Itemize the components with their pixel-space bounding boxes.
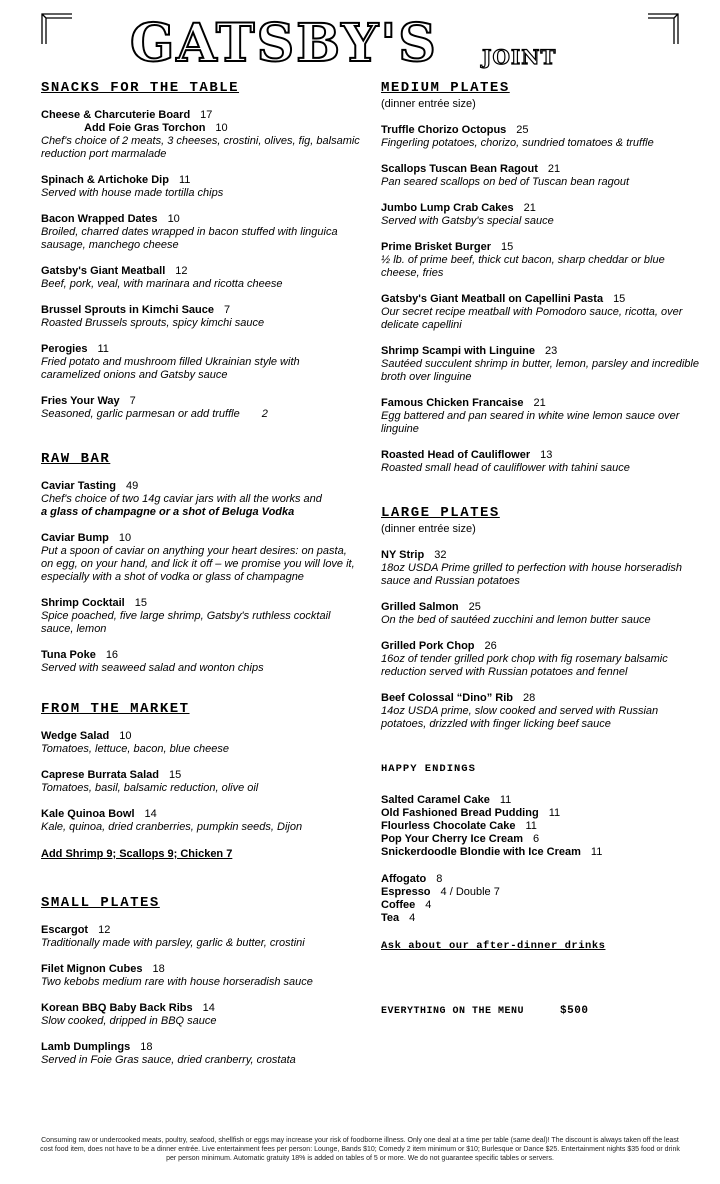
menu-item-header (41, 769, 361, 782)
menu-item-description (41, 356, 361, 382)
menu-item-price: 13 (540, 449, 553, 461)
menu-item-description (41, 278, 361, 291)
menu-item-header (381, 601, 701, 614)
menu-item (381, 124, 701, 150)
menu-item (41, 213, 361, 252)
drink-item (381, 899, 701, 912)
menu-item-header (381, 163, 701, 176)
menu-item-description (41, 1015, 361, 1028)
description-text: Two kebobs medium rare with house horseradish sauce (41, 976, 313, 988)
menu-item-description (381, 614, 701, 627)
menu-section (41, 451, 361, 675)
menu-item-description (381, 462, 701, 475)
menu-item-header (41, 730, 361, 743)
drink-item (381, 886, 701, 899)
menu-item-name: Beef Colossal “Dino” Rib (381, 692, 514, 704)
menu-item-description (41, 821, 361, 834)
menu-section (41, 895, 361, 1067)
everything-on-menu-line (381, 1005, 701, 1018)
menu-item (381, 202, 701, 228)
menu-item (381, 449, 701, 475)
menu-item-header (41, 395, 361, 408)
menu-item (41, 480, 361, 519)
menu-item-price: 32 (434, 549, 447, 561)
menu-item-header (41, 963, 361, 976)
happy-endings-section (381, 761, 701, 1018)
description-text: Seasoned, garlic parmesan or add truffle (41, 408, 240, 420)
section-heading: FROM THE MARKET (41, 701, 190, 717)
menu-item-header (41, 1002, 361, 1015)
section-heading: LARGE PLATES (381, 505, 500, 521)
menu-item-header (41, 597, 361, 610)
drink-price: 8 (436, 873, 443, 885)
menu-item-price: 21 (523, 202, 536, 214)
menu-item-price: 25 (516, 124, 529, 136)
after-dinner-drinks-note: Ask about our after-dinner drinks (381, 940, 606, 952)
menu-item-description (381, 705, 701, 731)
menu-item (41, 649, 361, 675)
menu-section (381, 80, 701, 475)
menu-item (41, 109, 361, 161)
menu-item-name: Caviar Tasting (41, 480, 116, 492)
menu-item-name: Shrimp Cocktail (41, 597, 125, 609)
menu-item-price: 15 (613, 293, 626, 305)
menu-item-price: 12 (98, 924, 111, 936)
art-deco-corner-right-icon (648, 12, 680, 44)
description-text: Served with house made tortilla chips (41, 187, 224, 199)
menu-item-name: Jumbo Lump Crab Cakes (381, 202, 514, 214)
menu-item-price: 15 (134, 597, 147, 609)
dessert-item (381, 846, 701, 859)
menu-item-header (381, 449, 701, 462)
drink-name: Affogato (381, 873, 427, 885)
logo-sub-text: JOINT (482, 45, 557, 69)
description-price: 2 (261, 408, 268, 420)
drink-list (381, 873, 701, 925)
menu-item-price: 10 (167, 213, 180, 225)
menu-item-price: 10 (118, 532, 132, 544)
menu-item-header (381, 202, 701, 215)
menu-item-description (41, 226, 361, 252)
dessert-item (381, 820, 701, 833)
restaurant-logo (130, 14, 590, 74)
menu-item-price: 21 (533, 397, 546, 409)
menu-item-header (41, 304, 361, 317)
description-text: Our secret recipe meatball with Pomodoro sauce, ricotta, over delicate capellini (381, 306, 683, 331)
section-heading: SMALL PLATES (41, 895, 160, 911)
menu-item-price: 17 (200, 109, 213, 121)
menu-item-description (381, 176, 701, 189)
dessert-name: Salted Caramel Cake (381, 794, 490, 806)
menu-item-description (41, 662, 361, 675)
menu-item-header (381, 640, 701, 653)
menu-item (41, 343, 361, 382)
menu-item-price: 15 (169, 769, 182, 781)
menu-section (41, 80, 361, 421)
menu-item-price: 14 (144, 808, 157, 820)
section-heading: MEDIUM PLATES (381, 80, 510, 96)
description-text: Pan seared scallops on bed of Tuscan bean ragout (381, 176, 630, 188)
menu-item-name: Perogies (41, 343, 88, 355)
description-text: 18oz USDA Prime grilled to perfection with house horseradish sauce and Russian potatoes (381, 562, 683, 587)
menu-item-price: 28 (523, 692, 536, 704)
menu-item-description (381, 215, 701, 228)
description-text: Put a spoon of caviar on anything your heart desires: on pasta, on egg, on your hand, and lick it off – we promise you will love it, especially with a shot of vodka or glass of champagne (41, 545, 355, 583)
menu-item-price: 23 (545, 345, 558, 357)
menu-item (41, 597, 361, 636)
menu-item-name: NY Strip (381, 549, 425, 561)
menu-item-name: Grilled Salmon (381, 601, 459, 613)
dessert-name: Pop Your Cherry Ice Cream (381, 833, 524, 845)
menu-item (41, 808, 361, 834)
menu-item (381, 692, 701, 731)
menu-item-header (41, 808, 361, 821)
menu-item (381, 163, 701, 189)
menu-item-price: 11 (178, 174, 191, 186)
description-text: Served in Foie Gras sauce, dried cranberry, crostata (41, 1054, 296, 1066)
menu-item-description (41, 976, 361, 989)
description-text: Traditionally made with parsley, garlic & butter, crostini (41, 937, 305, 949)
description-text: Served with Gatsby's special sauce (381, 215, 554, 227)
drink-item (381, 873, 701, 886)
menu-item-name: Fries Your Way (41, 395, 120, 407)
menu-item-name: Filet Mignon Cubes (41, 963, 143, 975)
menu-item-description (381, 137, 701, 150)
menu-item-description (41, 782, 361, 795)
description-text: Fried potato and mushroom filled Ukrainian style with caramelized onions and Gatsby sauce (41, 356, 300, 381)
menu-item-header (41, 265, 361, 278)
menu-item-header (41, 343, 361, 356)
description-text: Chef's choice of two 14g caviar jars with all the works and (41, 493, 322, 505)
menu-item-name: Spinach & Artichoke Dip (41, 174, 169, 186)
menu-item-price: 12 (175, 265, 188, 277)
menu-item-header (381, 549, 701, 562)
menu-item-name: Bacon Wrapped Dates (41, 213, 158, 225)
menu-item-header (41, 1041, 361, 1054)
menu-item-price: 10 (119, 730, 132, 742)
menu-item-header (381, 397, 701, 410)
menu-item (381, 397, 701, 436)
menu-item (41, 730, 361, 756)
everything-price: $500 (560, 1005, 589, 1017)
menu-item-header (41, 649, 361, 662)
menu-item-price: 26 (484, 640, 497, 652)
section-subtitle: (dinner entrée size) (381, 523, 476, 535)
menu-item-header (41, 174, 361, 187)
menu-item-description (41, 545, 361, 584)
everything-label: EVERYTHING ON THE MENU (381, 1006, 525, 1017)
addon-price: 10 (215, 122, 228, 134)
dessert-name: Flourless Chocolate Cake (381, 820, 516, 832)
menu-item-name: Caviar Bump (41, 532, 109, 544)
menu-item-name: Cheese & Charcuterie Board (41, 109, 191, 121)
menu-item-name: Korean BBQ Baby Back Ribs (41, 1002, 193, 1014)
menu-item-description (381, 653, 701, 679)
menu-item-name: Scallops Tuscan Bean Ragout (381, 163, 538, 175)
menu-item-price: 18 (152, 963, 165, 975)
menu-item-name: Roasted Head of Cauliflower (381, 449, 531, 461)
menu-item-header (41, 532, 361, 545)
description-text: Served with seaweed salad and wonton chips (41, 662, 264, 674)
right-menu-column (381, 80, 701, 1018)
protein-addon-line: Add Shrimp 9; Scallops 9; Chicken 7 (41, 848, 233, 860)
menu-item-price: 49 (126, 480, 139, 492)
description-text: Slow cooked, dripped in BBQ sauce (41, 1015, 217, 1027)
dessert-item (381, 794, 701, 807)
section-subtitle: (dinner entrée size) (381, 98, 476, 110)
dessert-price: 6 (533, 833, 540, 845)
menu-item (381, 293, 701, 332)
menu-item-name: Prime Brisket Burger (381, 241, 492, 253)
menu-item (41, 1041, 361, 1067)
menu-item-name: Kale Quinoa Bowl (41, 808, 135, 820)
menu-section (41, 701, 361, 861)
dessert-price: 11 (548, 807, 561, 819)
dessert-item (381, 833, 701, 846)
menu-item (41, 769, 361, 795)
menu-item (381, 241, 701, 280)
dessert-price: 11 (499, 794, 512, 806)
description-text: Spice poached, five large shrimp, Gatsby's ruthless cocktail sauce, lemon (41, 610, 331, 635)
description-text: Roasted small head of cauliflower with tahini sauce (381, 462, 630, 474)
logo-main-text: GATSBY'S (130, 13, 438, 74)
menu-item-description (41, 135, 361, 161)
menu-item-name: Shrimp Scampi with Linguine (381, 345, 536, 357)
menu-item (41, 963, 361, 989)
menu-item-price: 7 (129, 395, 136, 407)
menu-item-name: Grilled Pork Chop (381, 640, 475, 652)
menu-item-description (41, 743, 361, 756)
description-text: Egg battered and pan seared in white wine lemon sauce over linguine (381, 410, 680, 435)
menu-item-description (41, 1054, 361, 1067)
dessert-item (381, 807, 701, 820)
description-text: Fingerling potatoes, chorizo, sundried tomatoes & truffle (381, 137, 654, 149)
menu-item-price: 14 (202, 1002, 215, 1014)
menu-item (41, 924, 361, 950)
menu-item (41, 265, 361, 291)
description-text: Sautéed succulent shrimp in butter, lemon, parsley and incredible broth over linguine (381, 358, 699, 383)
menu-item-header (381, 345, 701, 358)
menu-item-name: Tuna Poke (41, 649, 96, 661)
menu-item-description (41, 317, 361, 330)
description-text: 14oz USDA prime, slow cooked and served with Russian potatoes, drizzled with finger licking beef sauce (381, 705, 659, 730)
menu-item-header (381, 241, 701, 254)
drink-name: Tea (381, 912, 400, 924)
dessert-price: 11 (525, 820, 537, 832)
description-text: Roasted Brussels sprouts, spicy kimchi sauce (41, 317, 265, 329)
menu-item-description (381, 306, 701, 332)
drink-name: Coffee (381, 899, 416, 911)
description-text: On the bed of sautéed zucchini and lemon butter sauce (381, 614, 651, 626)
left-menu-column (41, 80, 361, 1067)
menu-item (41, 532, 361, 584)
description-text: Broiled, charred dates wrapped in bacon stuffed with linguica sausage, manchego cheese (41, 226, 338, 251)
description-bold-text: a glass of champagne or a shot of Beluga Vodka (41, 506, 295, 518)
menu-item (41, 1002, 361, 1028)
description-text: Tomatoes, lettuce, bacon, blue cheese (41, 743, 229, 755)
dessert-price: 11 (590, 846, 603, 858)
description-text: Beef, pork, veal, with marinara and ricotta cheese (41, 278, 283, 290)
menu-item-header (41, 924, 361, 937)
dessert-name: Snickerdoodle Blondie with Ice Cream (381, 846, 581, 858)
section-heading: RAW BAR (41, 451, 111, 467)
drink-price: 4 / Double 7 (440, 886, 500, 898)
menu-item-description (41, 937, 361, 950)
addon-name: Add Foie Gras Torchon (84, 122, 206, 134)
description-text: Kale, quinoa, dried cranberries, pumpkin seeds, Dijon (41, 821, 303, 833)
menu-item-header (41, 213, 361, 226)
menu-item-name: Lamb Dumplings (41, 1041, 131, 1053)
menu-item-header (381, 293, 701, 306)
menu-item-price: 16 (105, 649, 119, 661)
menu-item-price: 25 (468, 601, 481, 613)
menu-item (41, 174, 361, 200)
dessert-name: Old Fashioned Bread Pudding (381, 807, 539, 819)
menu-item-price: 11 (97, 343, 109, 355)
menu-item-name: Truffle Chorizo Octopus (381, 124, 507, 136)
menu-item-description (41, 493, 361, 519)
art-deco-corner-left-icon (40, 12, 72, 44)
happy-endings-heading: HAPPY ENDINGS (381, 763, 476, 775)
menu-item-header (381, 692, 701, 705)
menu-item-price: 21 (547, 163, 561, 175)
drink-price: 4 (409, 912, 416, 924)
menu-item-description (41, 187, 361, 200)
footer-disclaimer: Consuming raw or undercooked meats, poultry, seafood, shellfish or eggs may increase your risk of foodborne illness. Only one deal at a time per table (same deal)! The discount is always taken off the least cost food item, does not have to be a dinner entrée. Live entertainment fees per person: Lounge, Bands $10; Comedy 2 item minimum or $10; Burlesque or Dance $25. Entertainment nights $35 food or drink per person minimum. Automatic gratuity 18% is added on tables of 5 or more. We do not guarantee specific tables or servers. (40, 1137, 680, 1162)
menu-item-description (41, 610, 361, 636)
menu-item-name: Escargot (41, 924, 89, 936)
menu-item-name: Wedge Salad (41, 730, 110, 742)
description-text: ½ lb. of prime beef, thick cut bacon, sharp cheddar or blue cheese, fries (381, 254, 665, 279)
menu-item-name: Gatsby's Giant Meatball on Capellini Pasta (381, 293, 604, 305)
menu-item-price: 15 (501, 241, 514, 253)
description-text: Tomatoes, basil, balsamic reduction, olive oil (41, 782, 259, 794)
drink-item (381, 912, 701, 925)
menu-item-description (41, 408, 361, 421)
menu-item (381, 601, 701, 627)
menu-item (41, 395, 361, 421)
menu-item-price: 18 (140, 1041, 153, 1053)
menu-item (41, 304, 361, 330)
menu-item-addon (41, 122, 361, 135)
menu-item-description (381, 410, 701, 436)
menu-item (381, 549, 701, 588)
section-heading: SNACKS FOR THE TABLE (41, 80, 240, 96)
menu-item-header (381, 124, 701, 137)
menu-item-price: 7 (224, 304, 231, 316)
dessert-list (381, 794, 701, 859)
menu-item-description (381, 254, 701, 280)
description-text: Chef's choice of 2 meats, 3 cheeses, crostini, olives, fig, balsamic reduction port marmalade (41, 135, 360, 160)
menu-item-name: Brussel Sprouts in Kimchi Sauce (41, 304, 214, 316)
menu-item (381, 640, 701, 679)
menu-item-description (381, 562, 701, 588)
menu-item-header (41, 480, 361, 493)
description-text: 16oz of tender grilled pork chop with fig rosemary balsamic reduction served with Russian potatoes and fennel (381, 653, 668, 678)
menu-item-name: Caprese Burrata Salad (41, 769, 159, 781)
drink-price: 4 (425, 899, 432, 911)
menu-item-header (41, 109, 361, 122)
menu-item-name: Gatsby's Giant Meatball (41, 265, 166, 277)
menu-item (381, 345, 701, 384)
menu-item-description (381, 358, 701, 384)
menu-item-name: Famous Chicken Francaise (381, 397, 524, 409)
menu-section (381, 505, 701, 731)
drink-name: Espresso (381, 886, 431, 898)
